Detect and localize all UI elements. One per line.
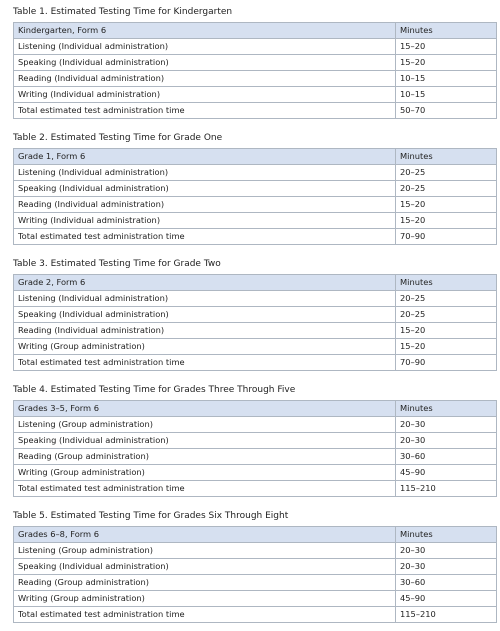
table-total-row (14, 607, 497, 623)
table-row (14, 87, 497, 103)
table-section-grade-two (13, 258, 491, 371)
minutes-cell: 20–25 (396, 291, 497, 307)
domain-cell: Reading (Individual administration) (14, 323, 396, 339)
minutes-cell: 20–25 (396, 181, 497, 197)
total-label-cell: Total estimated test administration time (14, 481, 396, 497)
minutes-cell: 15–20 (396, 213, 497, 229)
header-form-cell: Grade 1, Form 6 (14, 149, 396, 165)
testing-time-table (13, 148, 497, 245)
minutes-cell: 10–15 (396, 87, 497, 103)
table-row (14, 307, 497, 323)
table-header-row (14, 23, 497, 39)
domain-cell: Speaking (Individual administration) (14, 559, 396, 575)
minutes-cell: 10–15 (396, 71, 497, 87)
table-row (14, 197, 497, 213)
domain-cell: Writing (Group administration) (14, 591, 396, 607)
table-caption: Table 2. Estimated Testing Time for Grade One (13, 133, 223, 143)
table-row (14, 323, 497, 339)
total-minutes-cell: 50–70 (396, 103, 497, 119)
domain-cell: Listening (Individual administration) (14, 39, 396, 55)
table-row (14, 559, 497, 575)
table-header-row (14, 527, 497, 543)
minutes-cell: 20–30 (396, 417, 497, 433)
total-label-cell: Total estimated test administration time (14, 355, 396, 371)
minutes-cell: 45–90 (396, 591, 497, 607)
minutes-cell: 15–20 (396, 55, 497, 71)
minutes-cell: 45–90 (396, 465, 497, 481)
testing-time-table (13, 400, 497, 497)
table-row (14, 181, 497, 197)
domain-cell: Writing (Individual administration) (14, 213, 396, 229)
total-minutes-cell: 115–210 (396, 607, 497, 623)
testing-time-table (13, 526, 497, 623)
table-caption: Table 4. Estimated Testing Time for Grades Three Through Five (13, 385, 296, 395)
table-total-row (14, 481, 497, 497)
domain-cell: Speaking (Individual administration) (14, 433, 396, 449)
table-section-kindergarten (13, 6, 491, 119)
table-caption: Table 1. Estimated Testing Time for Kindergarten (13, 7, 233, 17)
table-row (14, 591, 497, 607)
header-minutes-cell: Minutes (396, 401, 497, 417)
header-form-cell: Grades 3–5, Form 6 (14, 401, 396, 417)
domain-cell: Reading (Group administration) (14, 449, 396, 465)
table-section-grades-three-five (13, 384, 491, 497)
header-form-cell: Kindergarten, Form 6 (14, 23, 396, 39)
minutes-cell: 20–30 (396, 559, 497, 575)
header-minutes-cell: Minutes (396, 23, 497, 39)
table-total-row (14, 103, 497, 119)
table-row (14, 543, 497, 559)
minutes-cell: 20–25 (396, 165, 497, 181)
minutes-cell: 30–60 (396, 449, 497, 465)
header-minutes-cell: Minutes (396, 149, 497, 165)
domain-cell: Speaking (Individual administration) (14, 181, 396, 197)
minutes-cell: 20–25 (396, 307, 497, 323)
domain-cell: Speaking (Individual administration) (14, 55, 396, 71)
total-label-cell: Total estimated test administration time (14, 607, 396, 623)
table-total-row (14, 229, 497, 245)
minutes-cell: 20–30 (396, 433, 497, 449)
domain-cell: Writing (Group administration) (14, 465, 396, 481)
minutes-cell: 15–20 (396, 39, 497, 55)
domain-cell: Listening (Group administration) (14, 417, 396, 433)
table-row (14, 39, 497, 55)
total-label-cell: Total estimated test administration time (14, 229, 396, 245)
testing-time-table (13, 22, 497, 119)
table-row (14, 417, 497, 433)
table-row (14, 291, 497, 307)
table-total-row (14, 355, 497, 371)
total-minutes-cell: 115–210 (396, 481, 497, 497)
table-row (14, 449, 497, 465)
table-header-row (14, 149, 497, 165)
domain-cell: Listening (Individual administration) (14, 165, 396, 181)
table-section-grades-six-eight (13, 510, 491, 623)
table-row (14, 575, 497, 591)
minutes-cell: 30–60 (396, 575, 497, 591)
table-header-row (14, 275, 497, 291)
minutes-cell: 15–20 (396, 197, 497, 213)
table-row (14, 55, 497, 71)
domain-cell: Reading (Individual administration) (14, 71, 396, 87)
testing-time-table (13, 274, 497, 371)
domain-cell: Listening (Group administration) (14, 543, 396, 559)
table-row (14, 71, 497, 87)
domain-cell: Listening (Individual administration) (14, 291, 396, 307)
total-minutes-cell: 70–90 (396, 229, 497, 245)
minutes-cell: 15–20 (396, 323, 497, 339)
domain-cell: Writing (Group administration) (14, 339, 396, 355)
minutes-cell: 15–20 (396, 339, 497, 355)
table-row (14, 213, 497, 229)
table-row (14, 465, 497, 481)
table-row (14, 433, 497, 449)
header-form-cell: Grades 6–8, Form 6 (14, 527, 396, 543)
total-minutes-cell: 70–90 (396, 355, 497, 371)
table-row (14, 165, 497, 181)
domain-cell: Writing (Individual administration) (14, 87, 396, 103)
domain-cell: Reading (Individual administration) (14, 197, 396, 213)
table-section-grade-one (13, 132, 491, 245)
header-form-cell: Grade 2, Form 6 (14, 275, 396, 291)
table-header-row (14, 401, 497, 417)
minutes-cell: 20–30 (396, 543, 497, 559)
total-label-cell: Total estimated test administration time (14, 103, 396, 119)
domain-cell: Reading (Group administration) (14, 575, 396, 591)
header-minutes-cell: Minutes (396, 275, 497, 291)
table-caption: Table 3. Estimated Testing Time for Grade Two (13, 259, 221, 269)
table-caption: Table 5. Estimated Testing Time for Grades Six Through Eight (13, 511, 289, 521)
domain-cell: Speaking (Individual administration) (14, 307, 396, 323)
header-minutes-cell: Minutes (396, 527, 497, 543)
table-row (14, 339, 497, 355)
